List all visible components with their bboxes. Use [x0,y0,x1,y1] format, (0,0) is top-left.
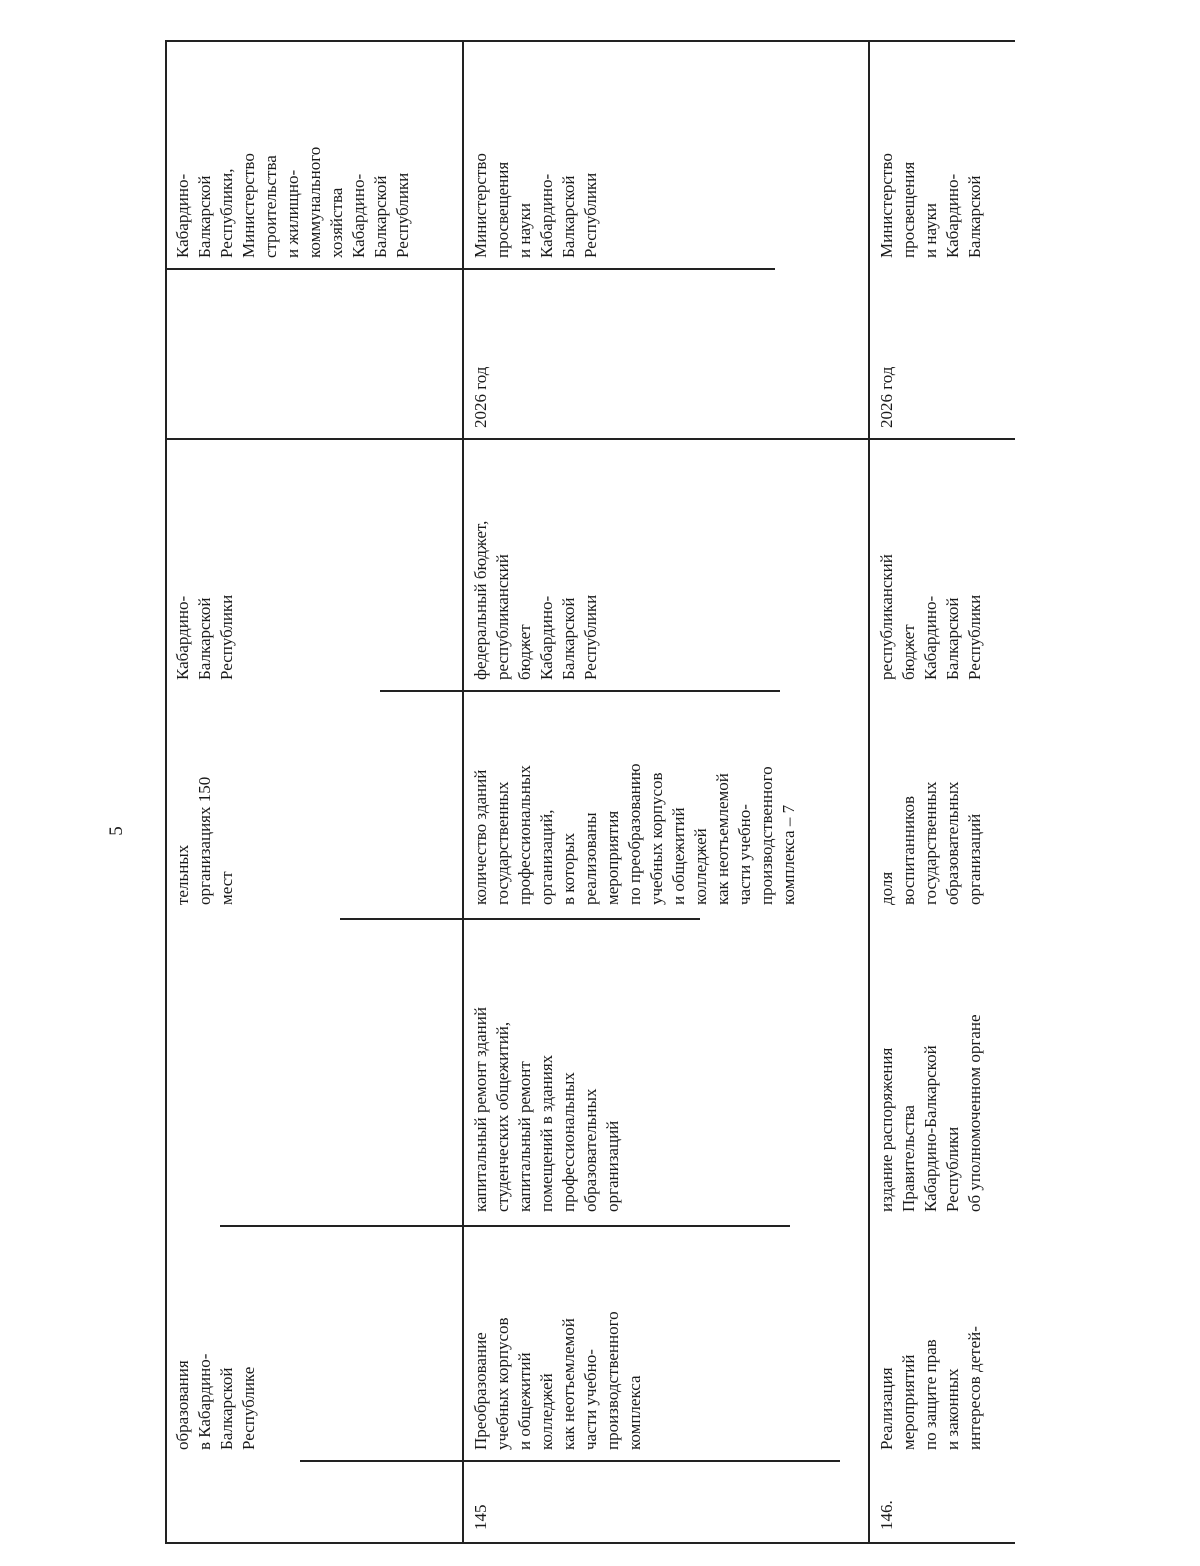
row1-number: 145 [471,1504,490,1530]
col-sep-indicator-content [340,918,700,920]
row0-measure: образования в Кабардино- Балкарской Республике [173,1353,258,1450]
row2-executor: Министерство просвещения и науки Кабардино- Балкарской [877,153,984,258]
row1-content: капитальный ремонт зданий студенческих общежитий, капитальный ремонт помещений в зданиях профессиональных образовательных организаций [471,1007,622,1212]
row1-indicator: количество зданий государственных профессиональных организаций, в которых реализованы мероприятия по преобразованию учебных корпусов и общежитий колледжей как неотъемлемой части учебно- производственного комплекса – 7 [471,763,798,905]
row1-executor: Министерство просвещения и науки Кабардино- Балкарской Республики [471,153,600,258]
row2-number: 146. [877,1500,896,1530]
row1-source: федеральный бюджет, республиканский бюджет Кабардино- Балкарской Республики [471,520,600,680]
row2-content: издание распоряжения Правительства Кабардино-Балкарской Республики об уполномоченном органе [877,1014,984,1212]
page-number: 5 [105,826,127,836]
row-separator-1 [462,42,464,1542]
col-sep-executor-deadline [165,268,775,270]
row1-deadline: 2026 год [471,366,490,428]
col-sep-measure-number [300,1460,840,1462]
row2-source: республиканский бюджет Кабардино- Балкарской Республики [877,554,984,680]
row1-measure: Преобразование учебных корпусов и общежитий колледжей как неотъемлемой части учебно- производственного комплекса [471,1311,644,1450]
row2-indicator: доля воспитанников государственных образовательных организаций [877,781,984,905]
col-sep-deadline-source [165,438,1015,440]
col-sep-source-indicator [380,690,780,692]
row2-deadline: 2026 год [877,366,896,428]
row0-indicator: тельных организациях 150 мест [173,776,236,905]
row-separator-2 [868,42,870,1542]
table-bottom-border [165,1542,1015,1544]
row0-source: Кабардино- Балкарской Республики [173,594,236,680]
row2-measure: Реализация мероприятий по защите прав и законных интересов детей- [877,1326,984,1450]
table-left-border [165,42,167,1542]
table-top-border [165,40,1015,42]
col-sep-content-measure [220,1225,790,1227]
row0-executor: Кабардино- Балкарской Республики, Министерство строительства и жилищно- коммунального хозяйства Кабардино- Балкарской Республики [173,146,412,258]
